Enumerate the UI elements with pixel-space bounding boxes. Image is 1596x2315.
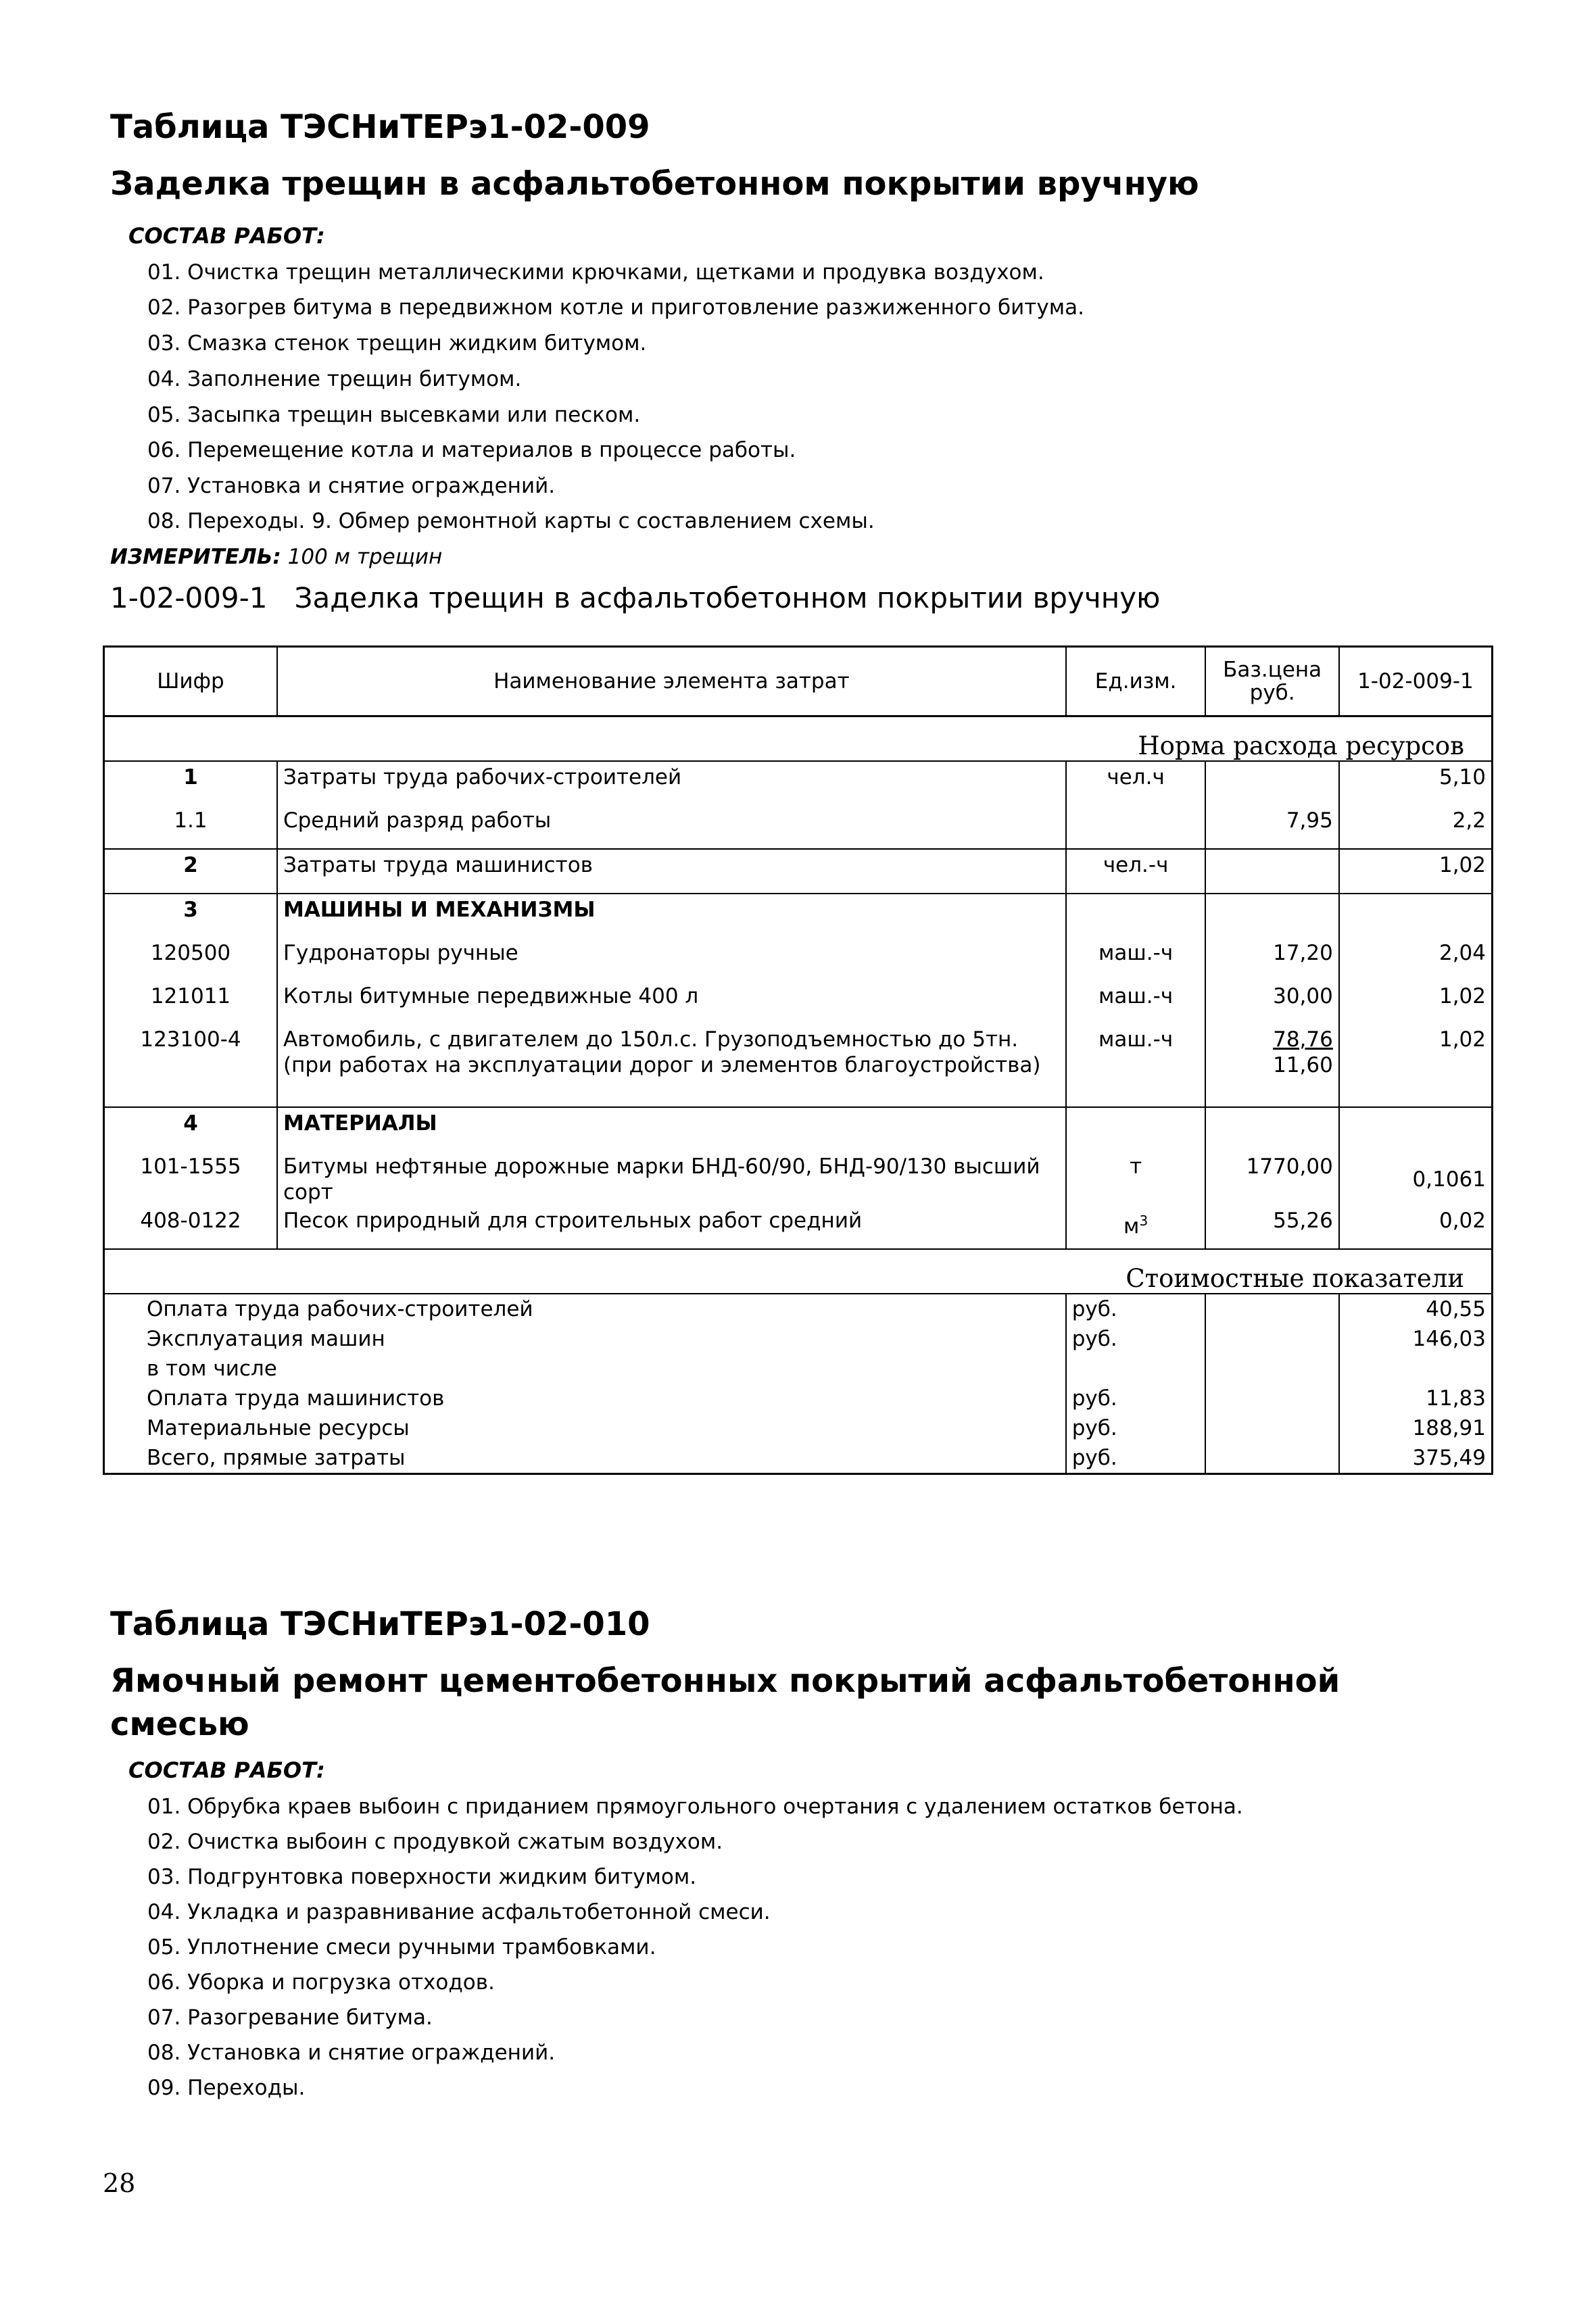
norm-header-row [104, 716, 1493, 762]
table1-sostav-label: СОСТАВ РАБОТ: [128, 223, 325, 249]
table2-title: Таблица ТЭСНиТЕРэ1-02-010 [110, 1605, 650, 1643]
table1-work-item: 06. Перемещение котла и материалов в процессе работы. [147, 438, 796, 462]
cost-label-cell: Всего, прямые затраты [104, 1443, 1066, 1474]
row-code: 121011 [104, 981, 277, 1024]
row-unit: $м^3$ [1066, 1205, 1206, 1249]
table1-work-item: 01. Очистка трещин металлическими крючками, щетками и продувка воздухом. [147, 260, 1044, 285]
cost-unit: руб. [1066, 1384, 1206, 1413]
cost-value: 188,91 [1412, 1416, 1486, 1440]
section-row-materials [104, 1107, 1493, 1151]
table1-work-item: 07. Установка и снятие ограждений. [147, 474, 556, 498]
header-shifr: Шифр [104, 647, 277, 716]
row-code: 1.1 [104, 805, 277, 849]
table2-work-item: 05. Уплотнение смеси ручными трамбовками. [147, 1935, 656, 1959]
table1-work-item: 05. Засыпка трещин высевками или песком. [147, 403, 641, 427]
row-code: 4 [104, 1107, 277, 1151]
table2-work-item: 04. Укладка и разравнивание асфальтобетонной смеси. [147, 1900, 771, 1924]
table1-subtitle: Заделка трещин в асфальтобетонном покрытии вручную [110, 165, 1199, 203]
table-header-row [104, 647, 1493, 716]
cost-unit: руб. [1066, 1443, 1206, 1474]
row-price-main: 78,76 [1273, 1027, 1333, 1052]
row-name: Автомобиль, с двигателем до 150л.с. Грузоподъемностью до 5тн. (при работах на эксплуатации дорог и элементов благоустройства) [277, 1024, 1066, 1107]
table-row [104, 1024, 1493, 1107]
cost-value: 146,03 [1412, 1327, 1486, 1351]
row-name: Затраты труда рабочих-строителей [277, 761, 1066, 805]
row-price [1205, 1024, 1338, 1107]
cost-unit: руб. [1066, 1294, 1206, 1324]
row-name: Затраты труда машинистов [277, 849, 1066, 894]
table-row [104, 761, 1493, 805]
row-name: Котлы битумные передвижные 400 л [277, 981, 1066, 1024]
cost-label-cell: Оплата труда машинистов [104, 1384, 1066, 1413]
table1-work-item: 03. Смазка стенок трещин жидким битумом. [147, 331, 647, 356]
row-price: 17,20 [1205, 937, 1338, 981]
row-name: Битумы нефтяные дорожные марки БНД-60/90, БНД-90/130 высший сорт [277, 1151, 1066, 1205]
table-row [104, 1205, 1493, 1249]
table1-measure [110, 545, 442, 569]
section-row-machines [104, 894, 1493, 937]
cost-row [104, 1443, 1493, 1474]
table1-work-item: 08. Переходы. 9. Обмер ремонтной карты с составлением схемы. [147, 509, 875, 533]
cost-row [104, 1354, 1493, 1384]
table2-sostav-label: СОСТАВ РАБОТ: [128, 1757, 325, 1783]
row-value: 5,10 [1438, 765, 1486, 789]
row-price: 30,00 [1205, 981, 1338, 1024]
row-unit: маш.-ч [1066, 981, 1206, 1024]
row-code: 120500 [104, 937, 277, 981]
cost-row [104, 1413, 1493, 1443]
table-row [104, 1151, 1493, 1205]
table2-work-item: 09. Переходы. [147, 2076, 306, 2100]
table-row [104, 981, 1493, 1024]
cost-row [104, 1324, 1493, 1354]
row-name: Средний разряд работы [277, 805, 1066, 849]
row-unit: маш.-ч [1066, 1024, 1206, 1107]
cost-label-cell: Оплата труда рабочих-строителей [104, 1294, 1066, 1324]
cost-value: 40,55 [1426, 1297, 1486, 1321]
measure-label: ИЗМЕРИТЕЛЬ: [110, 545, 281, 569]
cost-label: Стоимостные показатели [104, 1249, 1493, 1294]
row-code: 101-1555 [104, 1151, 277, 1205]
header-col: 1-02-009-1 [1339, 647, 1493, 716]
cost-row [104, 1294, 1493, 1324]
row-unit: т [1066, 1151, 1206, 1205]
page-number: 28 [103, 2168, 136, 2198]
row-price-secondary: 11,60 [1273, 1053, 1333, 1077]
row-name: Песок природный для строительных работ средний [277, 1205, 1066, 1249]
cost-unit: руб. [1066, 1324, 1206, 1354]
cost-label-cell: Эксплуатация машин [104, 1324, 1066, 1354]
row-price [1205, 849, 1338, 894]
table2-work-item: 02. Очистка выбоин с продувкой сжатым воздухом. [147, 1830, 723, 1854]
row-unit: чел.ч [1066, 761, 1206, 805]
table2-work-item: 06. Уборка и погрузка отходов. [147, 1970, 495, 1995]
row-value: 0,1061 [1412, 1167, 1486, 1192]
header-name: Наименование элемента затрат [277, 647, 1066, 716]
row-code: 408-0122 [104, 1205, 277, 1249]
table-row [104, 805, 1493, 849]
row-code: 1 [104, 761, 277, 805]
row-value: 0,02 [1438, 1209, 1486, 1233]
row-price: 55,26 [1205, 1205, 1338, 1249]
row-name: МАШИНЫ И МЕХАНИЗМЫ [277, 894, 1066, 937]
table2-work-item: 07. Разогревание битума. [147, 2005, 433, 2030]
table1-work-item: 04. Заполнение трещин битумом. [147, 367, 522, 391]
table1-code-title [110, 581, 1160, 614]
table-row [104, 849, 1493, 894]
row-value: 2,04 [1438, 941, 1486, 965]
row-price: 7,95 [1205, 805, 1338, 849]
cost-label-cell: Материальные ресурсы [104, 1413, 1066, 1443]
resource-table [103, 645, 1493, 1475]
row-value: 2,2 [1339, 805, 1493, 849]
table2-work-item: 03. Подгрунтовка поверхности жидким битумом. [147, 1865, 697, 1889]
row-name: МАТЕРИАЛЫ [277, 1107, 1066, 1151]
row-value: 1,02 [1339, 1024, 1493, 1107]
cost-value: 11,83 [1426, 1386, 1486, 1411]
norm-label: Норма расхода ресурсов [104, 716, 1493, 762]
row-value: 1,02 [1339, 849, 1493, 894]
measure-value: 100 м трещин [287, 545, 443, 569]
row-name: Гудронаторы ручные [277, 937, 1066, 981]
table2-subtitle: Ямочный ремонт цементобетонных покрытий асфальтобетонной смесью [110, 1662, 1340, 1743]
table-row [104, 937, 1493, 981]
norm-title: Заделка трещин в асфальтобетонном покрытии вручную [294, 581, 1161, 614]
row-code: 123100-4 [104, 1024, 277, 1107]
norm-code: 1-02-009-1 [110, 581, 268, 614]
header-price: Баз.цена руб. [1205, 647, 1338, 716]
row-unit: маш.-ч [1066, 937, 1206, 981]
row-unit [1066, 805, 1206, 849]
row-code: 3 [104, 894, 277, 937]
cost-value: 375,49 [1412, 1446, 1486, 1470]
header-unit: Ед.изм. [1066, 647, 1206, 716]
table2-work-item: 08. Установка и снятие ограждений. [147, 2041, 556, 2065]
table1-work-item: 02. Разогрев битума в передвижном котле и приготовление разжиженного битума. [147, 295, 1084, 320]
table1-title: Таблица ТЭСНиТЕРэ1-02-009 [110, 108, 650, 146]
table2-work-item: 01. Обрубка краев выбоин с приданием прямоугольного очертания с удалением остатков бетона. [147, 1795, 1243, 1819]
row-code: 2 [104, 849, 277, 894]
cost-row [104, 1384, 1493, 1413]
cost-unit: руб. [1066, 1413, 1206, 1443]
cost-label-cell: в том числе [104, 1354, 1066, 1384]
row-price [1205, 761, 1338, 805]
row-unit: чел.-ч [1066, 849, 1206, 894]
row-price: 1770,00 [1205, 1151, 1338, 1205]
cost-header-row [104, 1249, 1493, 1294]
row-value: 1,02 [1438, 984, 1486, 1008]
